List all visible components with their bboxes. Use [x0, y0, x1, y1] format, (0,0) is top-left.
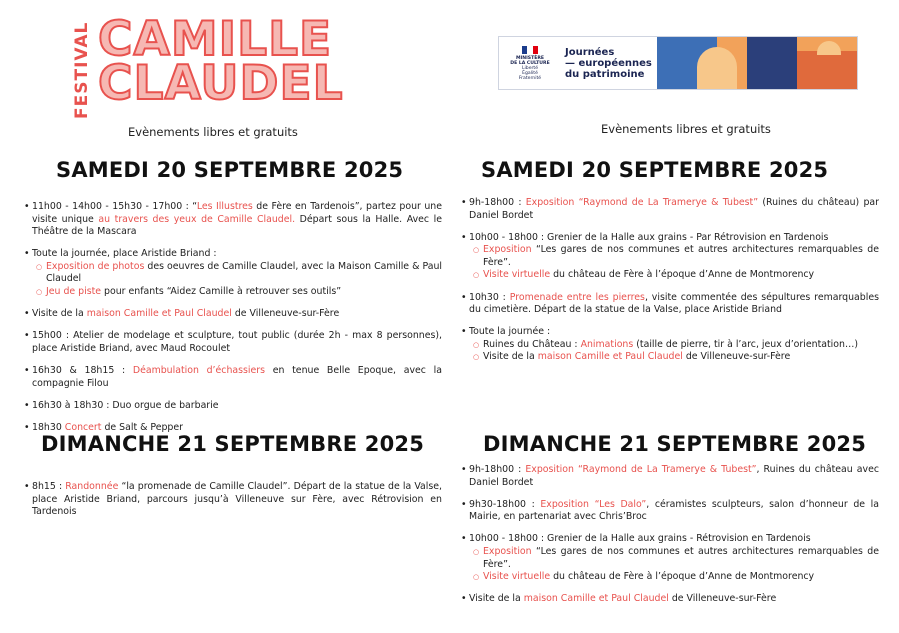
ministry-line5: Fraternité [518, 75, 542, 81]
list-item: • 9h-18h00 : Exposition “Raymond de La Tramerye & Tubest”, Ruines du château avec Daniel Bordet [461, 464, 879, 489]
heading-sunday-left: DIMANCHE 21 SEPTEMBRE 2025 [41, 432, 425, 456]
festival-title [98, 12, 344, 111]
sub-list-item: ○ Jeu de piste pour enfants “Aidez Camille à retrouver ses outils” [32, 286, 442, 299]
ministry-line4: Égalité [522, 70, 538, 76]
heading-saturday-left: SAMEDI 20 SEPTEMBRE 2025 [56, 158, 404, 182]
list-item: • 18h30 Concert de Salt & Pepper [24, 422, 442, 435]
french-flag-icon [522, 46, 538, 54]
subtitle-right: Evènements libres et gratuits [601, 122, 771, 136]
list-item: • 16h30 à 18h30 : Duo orgue de barbarie [24, 400, 442, 413]
sub-list-item: ○ Visite virtuelle du château de Fère à l’époque d’Anne de Montmorency [469, 269, 879, 282]
jep-line1: Journées [565, 46, 615, 58]
list-item: • Visite de la maison Camille et Paul Claudel de Villeneuve-sur-Fère [461, 593, 879, 606]
sunday-right-events [461, 464, 879, 615]
sub-list-item: ○ Ruines du Château : Animations (taille de pierre, tir à l’arc, jeux d’orientation…) [469, 339, 879, 352]
subtitle-left: Evènements libres et gratuits [128, 125, 298, 139]
sub-list-item: ○ Visite virtuelle du château de Fère à l’époque d’Anne de Montmorency [469, 571, 879, 584]
festival-title-line2: CLAUDEL [98, 56, 344, 111]
sub-list-item: ○ Visite de la maison Camille et Paul Claudel de Villeneuve-sur-Fère [469, 351, 879, 364]
list-item: • Toute la journée : ○ Ruines du Château : Animations (taille de pierre, tir à l’arc, jeux d’orientation…) ○ Visite de la maison Camille et Paul Claudel de Villeneuve-sur-Fère [461, 326, 879, 364]
list-item: • 10h30 : Promenade entre les pierres, visite commentée des sépultures remarquables du cimetière. Départ de la statue de la Valse, place Aristide Briand [461, 292, 879, 317]
saturday-left-events [24, 201, 442, 444]
sub-list-item: ○ Exposition “Les gares de nos communes et autres architectures remarquables de Fère”. [469, 244, 879, 269]
jep-illustration [657, 37, 857, 89]
saturday-right-events [461, 197, 879, 374]
jep-line3: du patrimoine [565, 68, 645, 80]
list-item: • 9h30-18h00 : Exposition “Les Dalo”, céramistes sculpteurs, salon d’honneur de la Mairie, en partenariat avec Chris’Broc [461, 499, 879, 524]
ministere-culture-logo [499, 37, 561, 89]
festival-word: FESTIVAL [72, 21, 92, 119]
list-item: • 15h00 : Atelier de modelage et sculpture, tout public (durée 2h - max 8 personnes), place Aristide Briand, avec Maud Rocoulet [24, 330, 442, 355]
ministry-line1: MINISTÈRE [515, 55, 545, 61]
heading-saturday-right: SAMEDI 20 SEPTEMBRE 2025 [481, 158, 829, 182]
heading-sunday-right: DIMANCHE 21 SEPTEMBRE 2025 [483, 432, 867, 456]
list-item: • 10h00 - 18h00 : Grenier de la Halle aux grains - Par Rétrovision en Tardenois ○ Exposition “Les gares de nos communes et autres architectures remarquables de Fère”. ○ Visite virtuelle du château de Fère à l’époque d’Anne de Montmorency [461, 232, 879, 282]
festival-camille-claudel-logo [72, 12, 362, 128]
sub-list-item: ○ Exposition de photos des oeuvres de Camille Claudel, avec la Maison Camille & Paul Claudel [32, 261, 442, 286]
jep-line2: — européennes [565, 57, 652, 69]
journees-patrimoine-banner [498, 36, 858, 90]
sub-list-item: ○ Exposition “Les gares de nos communes et autres architectures remarquables de Fère”. [469, 546, 879, 571]
list-item: • Visite de la maison Camille et Paul Claudel de Villeneuve-sur-Fère [24, 308, 442, 321]
list-item: • 8h15 : Randonnée “la promenade de Camille Claudel”. Départ de la statue de la Valse, place Aristide Briand, parcours jusqu’à Villeneuve sur Fère, avec Rétrovision en Tardenois [24, 481, 442, 519]
sunday-left-events [24, 481, 442, 528]
list-item: • Toute la journée, place Aristide Briand : ○ Exposition de photos des oeuvres de Camille Claudel, avec la Maison Camille & Paul Claudel ○ Jeu de piste pour enfants “Aidez Camille à retrouver ses outils” [24, 248, 442, 298]
list-item: • 10h00 - 18h00 : Grenier de la Halle aux grains - Rétrovision en Tardenois ○ Exposition “Les gares de nos communes et autres architectures remarquables de Fère”. ○ Visite virtuelle du château de Fère à l’époque d’Anne de Montmorency [461, 533, 879, 583]
list-item: • 11h00 - 14h00 - 15h30 - 17h00 : “Les Illustres de Fère en Tardenois”, partez pour une visite unique au travers des yeux de Camille Claudel. Départ sous la Halle. Avec le Théâtre de la Mascara [24, 201, 442, 239]
list-item: • 16h30 & 18h15 : Déambulation d’échassiers en tenue Belle Epoque, avec la compagnie Filou [24, 365, 442, 390]
ministry-line2: DE LA CULTURE [510, 60, 550, 66]
ministry-line3: Liberté [521, 65, 539, 71]
jep-title [561, 37, 657, 89]
list-item: • 9h-18h00 : Exposition “Raymond de La Tramerye & Tubest” (Ruines du château) par Daniel Bordet [461, 197, 879, 222]
festival-title-line1: CAMILLE [98, 12, 333, 67]
